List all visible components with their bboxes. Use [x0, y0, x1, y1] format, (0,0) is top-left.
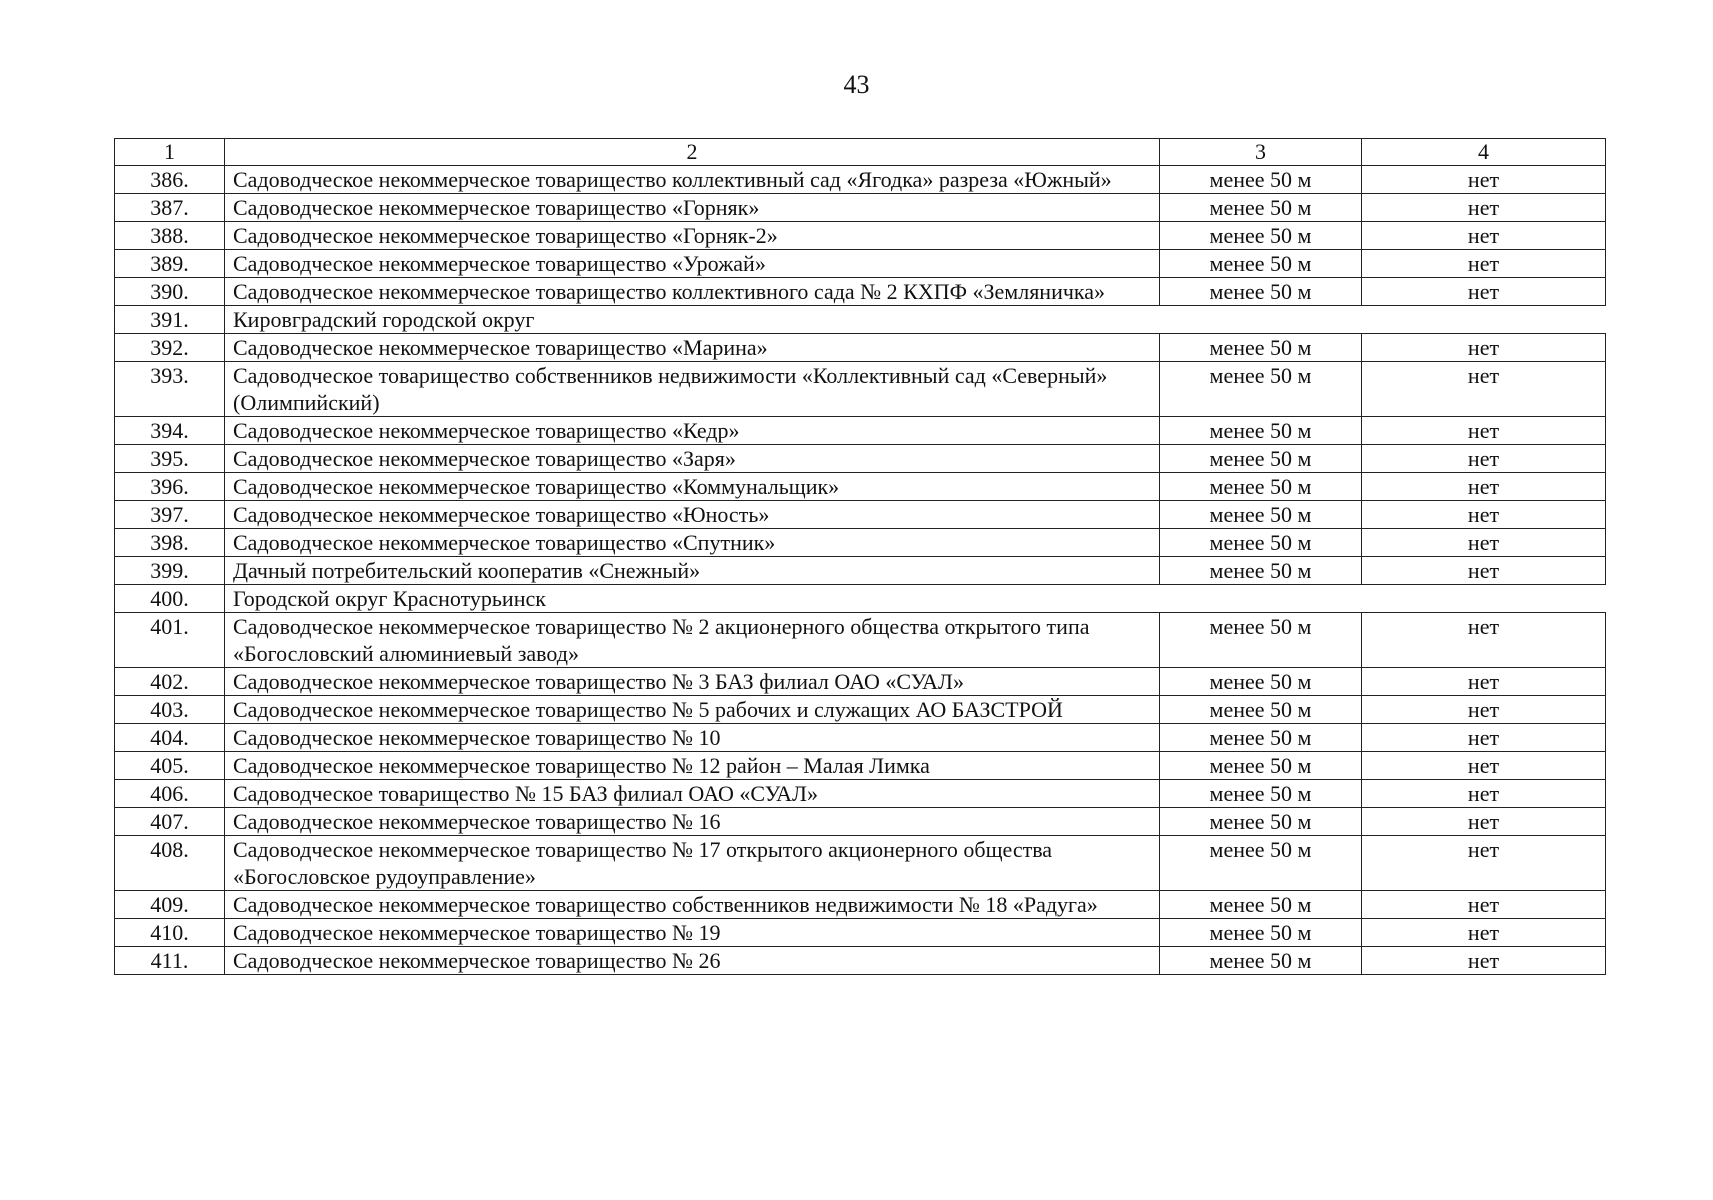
settlements-table	[114, 138, 1606, 975]
settlement-name: Садоводческое некоммерческое товарищество № 2 акционерного общества открытого типа «Богословский алюминиевый завод»	[225, 613, 1160, 668]
flag-value: нет	[1362, 724, 1606, 752]
flag-value: нет	[1362, 445, 1606, 473]
row-number: 404.	[115, 724, 225, 752]
section-title: Кировградский городской округ	[225, 306, 1606, 334]
table-row	[115, 891, 1606, 919]
flag-value: нет	[1362, 613, 1606, 668]
distance-value: менее 50 м	[1160, 891, 1362, 919]
flag-value: нет	[1362, 780, 1606, 808]
distance-value: менее 50 м	[1160, 752, 1362, 780]
table-row	[115, 194, 1606, 222]
row-number: 406.	[115, 780, 225, 808]
row-number: 411.	[115, 947, 225, 975]
row-number: 398.	[115, 529, 225, 557]
distance-value: менее 50 м	[1160, 362, 1362, 417]
settlement-name: Садоводческое некоммерческое товарищество № 26	[225, 947, 1160, 975]
distance-value: менее 50 м	[1160, 696, 1362, 724]
row-number: 386.	[115, 166, 225, 194]
row-number: 391.	[115, 306, 225, 334]
column-header-3: 3	[1160, 139, 1362, 166]
distance-value: менее 50 м	[1160, 334, 1362, 362]
section-row	[115, 585, 1606, 613]
settlement-name: Садоводческое некоммерческое товарищество № 10	[225, 724, 1160, 752]
flag-value: нет	[1362, 696, 1606, 724]
table-row	[115, 808, 1606, 836]
table-row	[115, 529, 1606, 557]
row-number: 387.	[115, 194, 225, 222]
settlement-name: Садоводческое некоммерческое товарищество «Коммунальщик»	[225, 473, 1160, 501]
table-row	[115, 668, 1606, 696]
flag-value: нет	[1362, 417, 1606, 445]
table-row	[115, 752, 1606, 780]
row-number: 399.	[115, 557, 225, 585]
distance-value: менее 50 м	[1160, 836, 1362, 891]
settlement-name: Садоводческое некоммерческое товарищество коллективного сада № 2 КХПФ «Земляничка»	[225, 278, 1160, 306]
section-row	[115, 306, 1606, 334]
table-row	[115, 445, 1606, 473]
row-number: 402.	[115, 668, 225, 696]
page-number: 43	[843, 70, 870, 99]
flag-value: нет	[1362, 334, 1606, 362]
flag-value: нет	[1362, 752, 1606, 780]
row-number: 394.	[115, 417, 225, 445]
settlement-name: Садоводческое некоммерческое товарищество № 3 БАЗ филиал ОАО «СУАЛ»	[225, 668, 1160, 696]
row-number: 388.	[115, 222, 225, 250]
settlement-name: Садоводческое некоммерческое товарищество «Кедр»	[225, 417, 1160, 445]
table-row	[115, 501, 1606, 529]
table-row	[115, 724, 1606, 752]
flag-value: нет	[1362, 362, 1606, 417]
settlement-name: Садоводческое некоммерческое товарищество собственников недвижимости № 18 «Радуга»	[225, 891, 1160, 919]
table-row	[115, 947, 1606, 975]
settlement-name: Садоводческое некоммерческое товарищество «Горняк-2»	[225, 222, 1160, 250]
row-number: 409.	[115, 891, 225, 919]
settlement-name: Садоводческое некоммерческое товарищество «Спутник»	[225, 529, 1160, 557]
row-number: 400.	[115, 585, 225, 613]
table-header	[115, 139, 1606, 166]
settlement-name: Садоводческое некоммерческое товарищество «Горняк»	[225, 194, 1160, 222]
table-row	[115, 836, 1606, 891]
row-number: 403.	[115, 696, 225, 724]
table-row	[115, 334, 1606, 362]
settlement-name: Садоводческое некоммерческое товарищество «Марина»	[225, 334, 1160, 362]
settlement-name: Садоводческое товарищество № 15 БАЗ филиал ОАО «СУАЛ»	[225, 780, 1160, 808]
settlement-name: Садоводческое некоммерческое товарищество «Урожай»	[225, 250, 1160, 278]
settlement-name: Садоводческое некоммерческое товарищество № 5 рабочих и служащих АО БАЗСТРОЙ	[225, 696, 1160, 724]
row-number: 393.	[115, 362, 225, 417]
distance-value: менее 50 м	[1160, 194, 1362, 222]
flag-value: нет	[1362, 808, 1606, 836]
settlement-name: Садоводческое некоммерческое товарищество «Заря»	[225, 445, 1160, 473]
settlement-name: Садоводческое некоммерческое товарищество № 12 район – Малая Лимка	[225, 752, 1160, 780]
table-row	[115, 919, 1606, 947]
column-header-4: 4	[1362, 139, 1606, 166]
settlement-name: Садоводческое некоммерческое товарищество коллективный сад «Ягодка» разреза «Южный»	[225, 166, 1160, 194]
flag-value: нет	[1362, 668, 1606, 696]
flag-value: нет	[1362, 891, 1606, 919]
table-body	[115, 166, 1606, 975]
distance-value: менее 50 м	[1160, 780, 1362, 808]
table-row	[115, 222, 1606, 250]
settlement-name: Дачный потребительский кооператив «Снежный»	[225, 557, 1160, 585]
row-number: 407.	[115, 808, 225, 836]
flag-value: нет	[1362, 222, 1606, 250]
settlement-name: Садоводческое некоммерческое товарищество «Юность»	[225, 501, 1160, 529]
table-row	[115, 362, 1606, 417]
row-number: 405.	[115, 752, 225, 780]
flag-value: нет	[1362, 947, 1606, 975]
distance-value: менее 50 м	[1160, 668, 1362, 696]
distance-value: менее 50 м	[1160, 947, 1362, 975]
section-title: Городской округ Краснотурьинск	[225, 585, 1606, 613]
distance-value: менее 50 м	[1160, 222, 1362, 250]
distance-value: менее 50 м	[1160, 919, 1362, 947]
table-row	[115, 557, 1606, 585]
flag-value: нет	[1362, 473, 1606, 501]
settlement-name: Садоводческое некоммерческое товарищество № 16	[225, 808, 1160, 836]
distance-value: менее 50 м	[1160, 250, 1362, 278]
table-row	[115, 250, 1606, 278]
distance-value: менее 50 м	[1160, 501, 1362, 529]
distance-value: менее 50 м	[1160, 278, 1362, 306]
column-header-1: 1	[115, 139, 225, 166]
flag-value: нет	[1362, 557, 1606, 585]
distance-value: менее 50 м	[1160, 557, 1362, 585]
row-number: 389.	[115, 250, 225, 278]
header-row	[115, 139, 1606, 166]
flag-value: нет	[1362, 194, 1606, 222]
table-row	[115, 473, 1606, 501]
settlement-name: Садоводческое товарищество собственников недвижимости «Коллективный сад «Северный» (Олимпийский)	[225, 362, 1160, 417]
row-number: 397.	[115, 501, 225, 529]
distance-value: менее 50 м	[1160, 529, 1362, 557]
distance-value: менее 50 м	[1160, 417, 1362, 445]
flag-value: нет	[1362, 529, 1606, 557]
row-number: 401.	[115, 613, 225, 668]
distance-value: менее 50 м	[1160, 808, 1362, 836]
table-row	[115, 417, 1606, 445]
table-row	[115, 696, 1606, 724]
row-number: 395.	[115, 445, 225, 473]
table-row	[115, 166, 1606, 194]
flag-value: нет	[1362, 250, 1606, 278]
flag-value: нет	[1362, 278, 1606, 306]
row-number: 396.	[115, 473, 225, 501]
row-number: 408.	[115, 836, 225, 891]
distance-value: менее 50 м	[1160, 445, 1362, 473]
settlement-name: Садоводческое некоммерческое товарищество № 17 открытого акционерного общества «Богословское рудоуправление»	[225, 836, 1160, 891]
flag-value: нет	[1362, 501, 1606, 529]
settlement-name: Садоводческое некоммерческое товарищество № 19	[225, 919, 1160, 947]
row-number: 410.	[115, 919, 225, 947]
row-number: 390.	[115, 278, 225, 306]
flag-value: нет	[1362, 836, 1606, 891]
distance-value: менее 50 м	[1160, 473, 1362, 501]
table-row	[115, 780, 1606, 808]
distance-value: менее 50 м	[1160, 613, 1362, 668]
table-row	[115, 278, 1606, 306]
column-header-2: 2	[225, 139, 1160, 166]
flag-value: нет	[1362, 166, 1606, 194]
row-number: 392.	[115, 334, 225, 362]
distance-value: менее 50 м	[1160, 724, 1362, 752]
flag-value: нет	[1362, 919, 1606, 947]
table-row	[115, 613, 1606, 668]
distance-value: менее 50 м	[1160, 166, 1362, 194]
